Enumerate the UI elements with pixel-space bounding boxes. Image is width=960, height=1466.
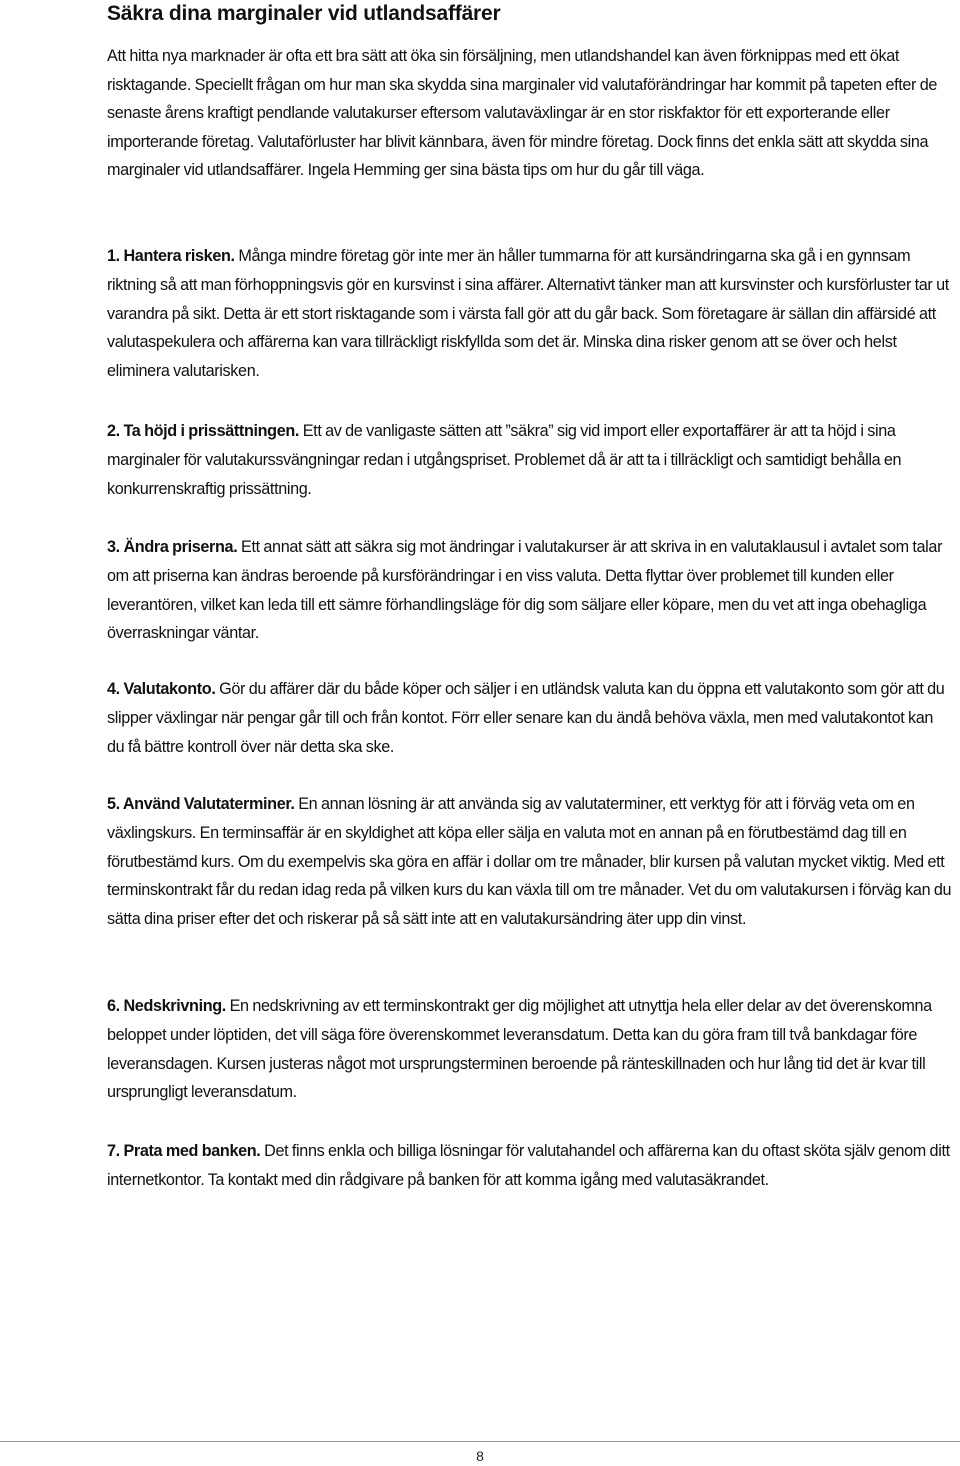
tip-5-text: En annan lösning är att använda sig av valutaterminer, ett verktyg för att i förväg veta om en växlingskurs. En terminsaffär är en skyldighet att köpa eller sälja en valuta mot en annan på en förutbestämd dag till en förutbestämd kurs. Om du exempelvis ska göra en affär i dollar om tre månader, blir kursen på valutan mycket viktig. Med ett terminskontrakt får du redan idag reda på vilken kurs du kan växla till om tre månader. Vet du om valutakursen i förväg kan du sätta dina priser efter det och riskerar på så sätt inte att en valutakursändring äter upp din vinst. — [107, 795, 952, 929]
document-title: Säkra dina marginaler vid utlandsaffärer — [107, 2, 501, 25]
tip-5 — [107, 790, 952, 934]
tip-4 — [107, 675, 952, 761]
tip-1-heading: 1. Hantera risken. — [107, 247, 235, 265]
tip-6-heading: 6. Nedskrivning. — [107, 997, 226, 1015]
tip-7-text: Det finns enkla och billiga lösningar för valutahandel och affärerna kan du oftast sköta själv genom ditt internetkontor. Ta kontakt med din rådgivare på banken för att komma igång med valutasäkrandet. — [107, 1142, 950, 1189]
tip-2 — [107, 417, 952, 503]
tip-1 — [107, 242, 952, 386]
tip-5-heading: 5. Använd Valutaterminer. — [107, 795, 295, 813]
tip-6-text: En nedskrivning av ett terminskontrakt ger dig möjlighet att utnyttja hela eller delar av det överenskomna beloppet under löptiden, det vill säga före överenskommet leveransdatum. Detta kan du göra fram till två bankdagar före leveransdagen. Kursen justeras något mot ursprungsterminen beroende på ränteskillnaden och hur lång tid det är kvar till ursprungligt leveransdatum. — [107, 997, 932, 1102]
tip-3-text: Ett annat sätt att säkra sig mot ändringar i valutakurser är att skriva in en valutaklausul i avtalet som talar om att priserna kan ändras beroende på kursförändringar i en viss valuta. Detta flyttar över problemet till kunden eller leverantören, vilket kan leda till ett sämre förhandlingsläge för dig som säljare eller köpare, men du vet att inga obehagliga överraskningar väntar. — [107, 538, 943, 643]
tip-2-heading: 2. Ta höjd i prissättningen. — [107, 422, 300, 440]
intro-paragraph: Att hitta nya marknader är ofta ett bra sätt att öka sin försäljning, men utlandshandel kan även förknippas med ett ökat risktagande. Speciellt frågan om hur man ska skydda sina marginaler vid valutaförändringar har kommit på tapeten efter de senaste årens kraftigt pendlande valutakurser eftersom valutaväxlingar är en stor riskfaktor för ett exporterande eller importerande företag. Valutaförluster har blivit kännbara, även för mindre företag. Dock finns det enkla sätt att skydda sina marginaler vid utlandsaffärer. Ingela Hemming ger sina bästa tips om hur du går till väga. — [107, 47, 938, 179]
tip-3-heading: 3. Ändra priserna. — [107, 538, 238, 556]
tip-4-text: Gör du affärer där du både köper och säljer i en utländsk valuta kan du öppna ett valutakonto som gör att du slipper växlingar när pengar går till och från kontot. Förr eller senare kan du ändå behöva växla, men med valutakontot kan du få bättre kontroll över när detta ska ske. — [107, 680, 945, 756]
page-number: 8 — [476, 1448, 484, 1464]
tip-7-heading: 7. Prata med banken. — [107, 1142, 261, 1160]
tip-4-heading: 4. Valutakonto. — [107, 680, 216, 698]
tip-2-text: Ett av de vanligaste sätten att ”säkra” sig vid import eller exportaffärer är att ta höjd i sina marginaler för valutakurssvängningar redan i utgångspriset. Problemet då är att ta i tillräckligt och samtidigt behålla en konkurrenskraftig prissättning. — [107, 422, 902, 498]
tip-7 — [107, 1137, 952, 1195]
tip-6 — [107, 992, 952, 1107]
footer-divider — [0, 1441, 960, 1442]
tip-3 — [107, 533, 952, 648]
tip-1-text: Många mindre företag gör inte mer än håller tummarna för att kursändringarna ska gå i en gynnsam riktning så att man förhoppningsvis gör en kursvinst i sina affärer. Alternativt tänker man att kursvinster och kursförluster tar ut varandra på sikt. Detta är ett stort risktagande som i värsta fall gör att du går back. Som företagare är sällan din affärsidé att valutaspekulera och affärerna kan vara tillräckligt riskfyllda som det är. Minska dina risker genom att se över och helst eliminera valutarisken. — [107, 247, 949, 381]
